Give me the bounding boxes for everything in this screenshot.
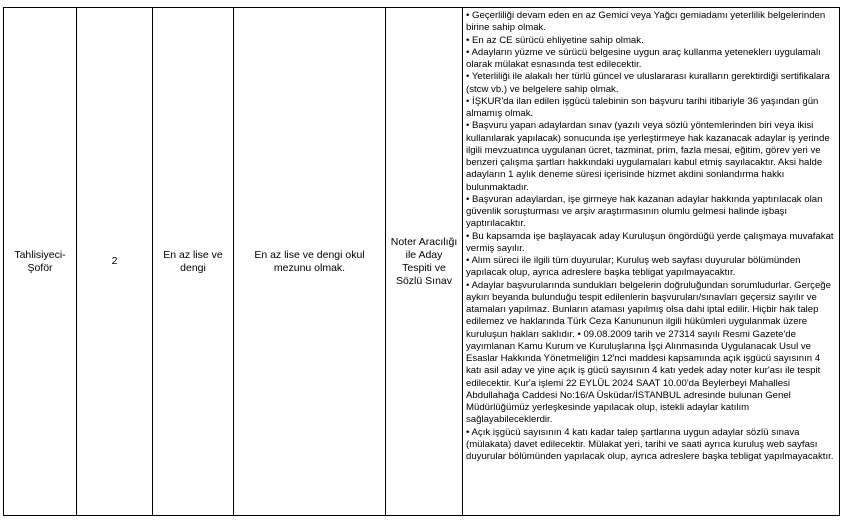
qualification-cell: En az lise ve dengi okul mezunu olmak.: [234, 8, 386, 516]
requirements-cell: [463, 8, 840, 516]
position-cell: Tahlisiyeci-Şoför: [4, 8, 77, 516]
requirement-item: • Geçerliliği devam eden en az Gemici veya Yağcı gemiadamı yeterlilik belgelerinden birine sahip olmak.: [466, 10, 826, 34]
count-cell: 2: [77, 8, 153, 516]
requirement-item: • Adaylar başvurularında sundukları belgelerin doğruluğundan sorumludurlar. Gerçeğe aykırı beyanda bulunduğu tespit edilenlerin başvuruları/sınavları geçersiz sayılır ve atamaları yapılmaz. Bunların ataması yapılmış olsa dahi iptal edilir. Hiçbir hak talep edilemez ve haklarında Türk Ceza Kanununun ilgili hükümleri uygulanmak üzere kuruluşun hakları saklıdır. • 09.08.2009 tarih ve 27314 sayılı Resmi Gazete'de yayımlanan Kamu Kurum ve Kuruluşlarına İşçi Alınmasında Uygulanacak Usul ve Esaslar Hakkında Yönetmeliğin 12'nci maddesi kapsamında açık işgücü sayısının 4 katı asil aday ve yine açık iş gücü sayısının 4 katı yedek aday noter kur'ası ile tespit edilecektir. Kur'a işlemi 22 EYLÜL 2024 SAAT 10.00'da Beylerbeyi Mahallesi Abdullahağa Caddesi No:16/A Üsküdar/İSTANBUL adresinde bulunan Genel Müdürlüğümüz yerleşkesinde yapılacak olup, istekli adaylar katılım sağlayabileceklerdir.: [466, 279, 831, 426]
education-cell: En az lise ve dengi: [153, 8, 234, 516]
requirement-item: • İŞKUR'da ilan edilen işgücü talebinin son başvuru tarihi itibariyle 36 yaşından gün almamış olmak.: [466, 95, 819, 119]
requirement-item: • Açık işgücü sayısının 4 katı kadar talep şartlarına uygun adaylar sözlü sınava (mülakata) davet edilecektir. Mülakat yeri, tarihi ve saati ayrıca kuruluş web sayfası duyurular bölümünden yapılacak olup, ayrıca adreslere başka tebligat yapılmayacaktır.: [466, 426, 834, 462]
table-row: [4, 8, 840, 516]
job-requirements-table: [3, 7, 840, 516]
requirement-item: • Bu kapsamda işe başlayacak aday Kuruluşun öngördüğü yerde çalışmaya muvafakat vermiş sayılır.: [466, 230, 834, 254]
requirement-item: • Alım süreci ile ilgili tüm duyurular; Kuruluş web sayfası duyurular bölümünden yapılacak olup, ayrıca adreslere başka tebligat yapılmayacaktır.: [466, 255, 801, 279]
requirement-item: • Başvuran adaylardan, işe girmeye hak kazanan adaylar hakkında yaptırılacak olan güvenlik soruşturması ve arşiv araştırmasının olumlu gelmesi halinde işbaşı yaptırılacaktır.: [466, 193, 823, 230]
selection-method-cell: Noter Aracılığı ile Aday Tespiti ve Sözlü Sınav: [386, 8, 463, 516]
requirement-item: • En az CE sürücü ehliyetine sahip olmak.: [466, 34, 644, 46]
requirement-item: • Adayların yüzme ve sürücü belgesine uygun araç kullanma yeteneklerı uygulamalı olarak mülakat esnasında test edilecektir.: [466, 46, 821, 70]
requirement-item: • Yeterliliği ile alakalı her türlü güncel ve uluslararası kuralların gerektirdiği sertifikalara (stcw vb.) ve belgelere sahip olmak.: [466, 71, 830, 95]
requirement-item: • Başvuru yapan adaylardan sınav (yazılı veya sözlü yöntemlerinden biri veya ikisi kullanılarak yapılacak) sonucunda işe yerleştirmeye hak kazanacak adaylar iş yerinde ilgili mevzuatınca uygulanan ücret, tazminat, prim, fazla mesai, eğitim, görev yeri ve benzeri çalışma şartları hakkındaki uygulamaları kabul etmiş sayılacaktır. Aksi halde adayların 1 aylık deneme süresi içerisinde hizmet akdini sonlandırma hakkı bulunmaktadır.: [466, 120, 830, 193]
